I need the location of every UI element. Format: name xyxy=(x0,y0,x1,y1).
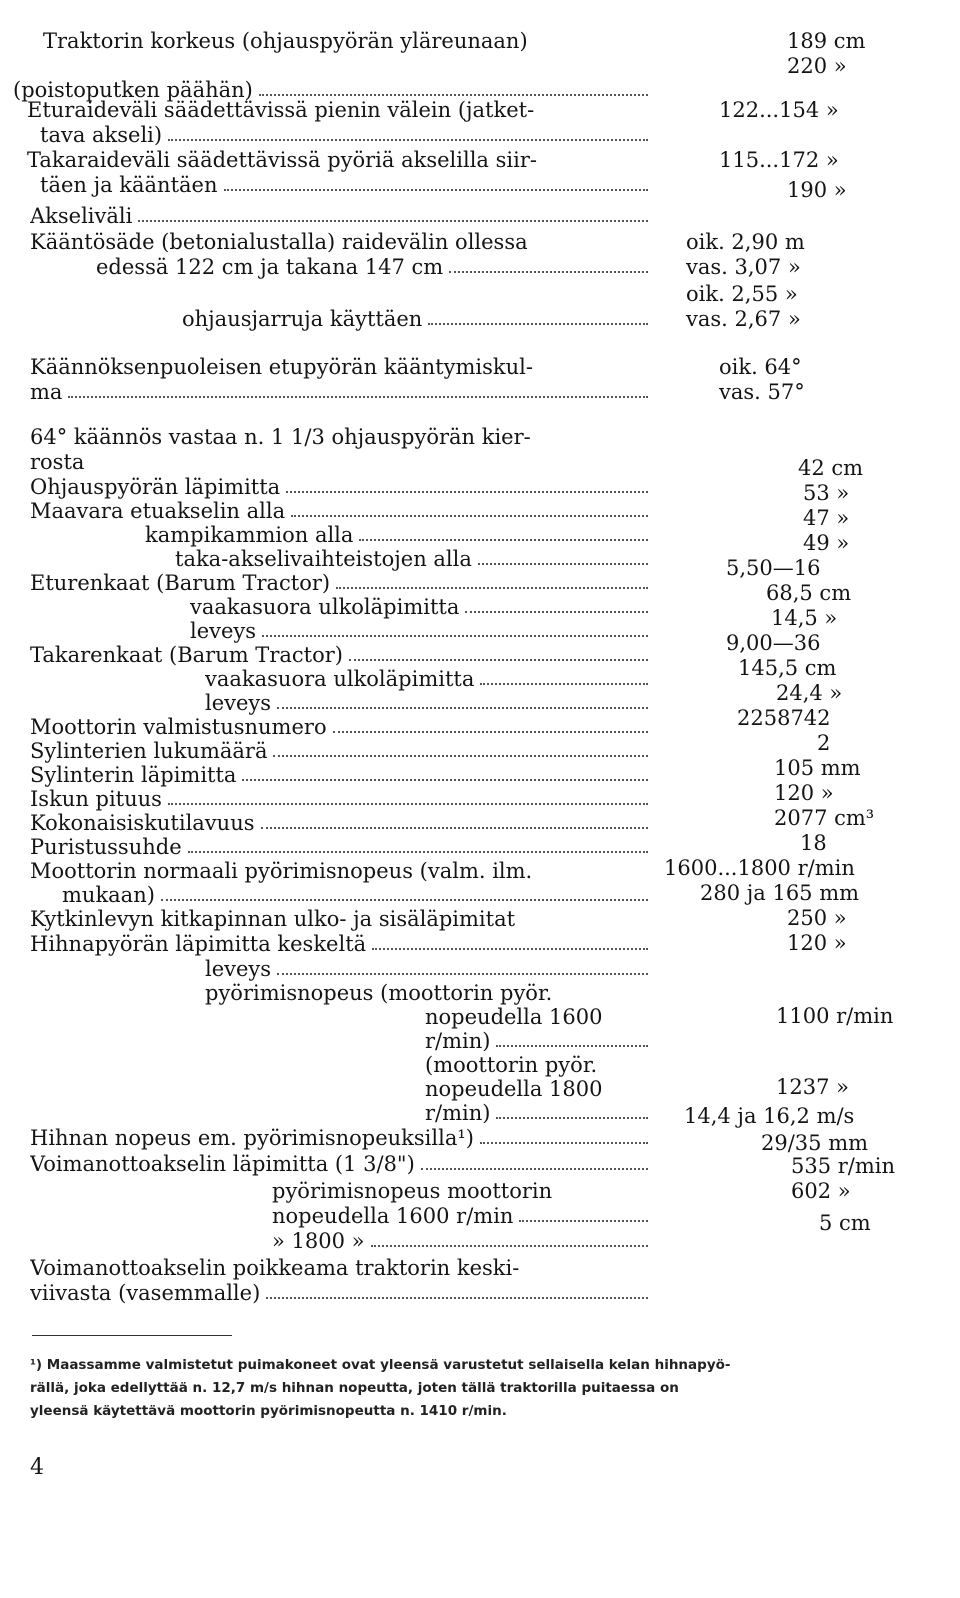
spec-value: 120 » xyxy=(787,931,847,955)
spec-value: 220 » xyxy=(787,54,847,78)
dot-leader xyxy=(168,122,648,141)
dot-leader xyxy=(480,666,648,685)
spec-label-row xyxy=(30,810,650,836)
spec-label-text: Akseliväli xyxy=(30,204,133,228)
dot-leader xyxy=(371,1228,649,1247)
spec-value: oik. 2,55 » xyxy=(686,282,798,306)
spec-label-row xyxy=(145,522,650,548)
spec-label-text: ma xyxy=(30,380,63,404)
spec-value: 2258742 xyxy=(737,706,831,730)
spec-value: 14,4 ja 16,2 m/s xyxy=(684,1104,855,1128)
spec-value: 14,5 » xyxy=(771,606,838,630)
spec-label-row xyxy=(30,1151,650,1177)
dot-leader xyxy=(277,956,648,975)
spec-label-text: Kytkinlevyn kitkapinnan ulko- ja sisäläpimitat xyxy=(30,907,516,931)
spec-label-row xyxy=(272,1203,650,1229)
spec-value: 105 mm xyxy=(774,756,861,780)
spec-value: 68,5 cm xyxy=(766,581,852,605)
spec-label-text: nopeudella 1600 r/min xyxy=(272,1204,514,1228)
spec-value: 189 cm xyxy=(787,29,866,53)
spec-label-text: leveys xyxy=(190,619,257,643)
spec-label-row xyxy=(272,1178,552,1204)
dot-leader xyxy=(333,714,648,733)
spec-label-row xyxy=(425,1004,603,1030)
spec-value: 2 xyxy=(817,731,831,755)
spec-label-row xyxy=(205,956,650,982)
spec-label-row xyxy=(425,1076,603,1102)
spec-value: 122...154 » xyxy=(719,98,839,122)
dot-leader xyxy=(359,522,648,541)
spec-label-text: Kokonaisiskutilavuus xyxy=(30,811,255,835)
dot-leader xyxy=(480,1125,648,1144)
spec-label-row xyxy=(30,203,650,229)
spec-label-row xyxy=(205,666,650,692)
dot-leader xyxy=(496,1100,648,1119)
spec-label-text: Käännöksenpuoleisen etupyörän kääntymiskul- xyxy=(30,355,533,379)
spec-label-row xyxy=(190,618,650,644)
dot-leader xyxy=(138,203,648,222)
spec-label-text: r/min) xyxy=(425,1029,491,1053)
spec-label-row xyxy=(30,931,650,957)
dot-leader xyxy=(68,379,648,398)
dot-leader xyxy=(273,738,648,757)
spec-value: 47 » xyxy=(803,506,850,530)
spec-label-row xyxy=(30,738,650,764)
spec-label-row xyxy=(205,690,650,716)
spec-label-text: täen ja kääntäen xyxy=(40,173,218,197)
spec-label-text: rosta xyxy=(30,450,85,474)
spec-label-text: taka-akselivaihteistojen alla xyxy=(175,547,472,571)
spec-value: oik. 2,90 m xyxy=(686,230,805,254)
spec-label-row xyxy=(190,594,650,620)
spec-label-row xyxy=(205,980,552,1006)
spec-value: 42 cm xyxy=(798,456,864,480)
spec-value: 115...172 » xyxy=(719,148,839,172)
spec-value: 602 » xyxy=(791,1179,851,1203)
dot-leader xyxy=(161,882,648,901)
spec-value: 5,50—16 xyxy=(726,556,821,580)
spec-label-text: Eturenkaat (Barum Tractor) xyxy=(30,571,331,595)
dot-leader xyxy=(277,690,648,709)
spec-label-text: Kääntösäde (betonialustalla) raidevälin ollessa xyxy=(30,230,528,254)
spec-label-text: (poistoputken päähän) xyxy=(13,78,253,102)
spec-label-row xyxy=(425,1100,650,1126)
dot-leader xyxy=(336,570,648,589)
dot-leader xyxy=(372,931,648,950)
spec-label-text: nopeudella 1800 xyxy=(425,1077,603,1101)
spec-value: 535 r/min xyxy=(791,1154,896,1178)
dot-leader xyxy=(478,546,648,565)
spec-label-row xyxy=(30,834,650,860)
dot-leader xyxy=(421,1151,648,1170)
spec-label-text: Voimanottoakselin läpimitta (1 3/8") xyxy=(30,1152,415,1176)
spec-label-text: vaakasuora ulkoläpimitta xyxy=(190,595,460,619)
spec-label-row xyxy=(182,306,650,332)
spec-label-text: Traktorin korkeus (ohjauspyörän yläreunaan) xyxy=(43,29,528,53)
spec-label-row xyxy=(30,570,650,596)
spec-label-row xyxy=(40,122,650,148)
spec-label-row xyxy=(30,449,84,475)
spec-label-text: leveys xyxy=(205,957,272,981)
spec-value: 120 » xyxy=(774,781,834,805)
dot-leader xyxy=(291,498,648,517)
spec-label-row xyxy=(96,254,650,280)
spec-value: 280 ja 165 mm xyxy=(700,881,860,905)
dot-leader xyxy=(519,1203,648,1222)
spec-label-text: Hihnapyörän läpimitta keskeltä xyxy=(30,932,367,956)
dot-leader xyxy=(224,172,649,191)
spec-label-text: Moottorin valmistusnumero xyxy=(30,715,327,739)
dot-leader xyxy=(465,594,648,613)
spec-label-row xyxy=(272,1228,650,1254)
spec-label-row xyxy=(30,229,528,255)
spec-label-text: Takarenkaat (Barum Tractor) xyxy=(30,643,343,667)
spec-label-row xyxy=(30,424,531,450)
spec-label-text: r/min) xyxy=(425,1101,491,1125)
spec-label-text: Takaraideväli säädettävissä pyöriä akselilla siir- xyxy=(27,148,537,172)
spec-value: 2077 cm³ xyxy=(774,806,875,830)
spec-value: 29/35 mm xyxy=(761,1131,869,1155)
spec-label-row xyxy=(425,1028,650,1054)
spec-label-text: Moottorin normaali pyörimisnopeus (valm. ilm. xyxy=(30,859,533,883)
spec-label-text: Voimanottoakselin poikkeama traktorin keski- xyxy=(30,1256,520,1280)
spec-value: vas. 3,07 » xyxy=(686,255,801,279)
spec-label-text: vaakasuora ulkoläpimitta xyxy=(205,667,475,691)
spec-label-row xyxy=(30,1255,519,1281)
footnote-line: ¹) Maassamme valmistetut puimakoneet ovat yleensä varustetut sellaisella kelan hihnapyö- xyxy=(30,1357,731,1373)
spec-value: oik. 64° xyxy=(719,355,802,379)
spec-value: vas. 2,67 » xyxy=(686,307,801,331)
spec-label-text: leveys xyxy=(205,691,272,715)
spec-value: 18 xyxy=(800,831,827,855)
dot-leader xyxy=(496,1028,648,1047)
spec-label-row xyxy=(62,882,650,908)
spec-value: 1100 r/min xyxy=(776,1004,894,1028)
spec-label-row xyxy=(27,147,537,173)
spec-value: 53 » xyxy=(803,481,850,505)
spec-value: 49 » xyxy=(803,531,850,555)
spec-label-row xyxy=(40,172,650,198)
spec-label-text: Puristussuhde xyxy=(30,835,182,859)
spec-label-text: viivasta (vasemmalle) xyxy=(30,1281,261,1305)
spec-label-row xyxy=(30,498,650,524)
spec-label-row xyxy=(30,858,532,884)
spec-label-text: pyörimisnopeus moottorin xyxy=(272,1179,553,1203)
spec-label-row xyxy=(30,642,650,668)
dot-leader xyxy=(168,786,648,805)
spec-label-text: Maavara etuakselin alla xyxy=(30,499,286,523)
spec-value: vas. 57° xyxy=(719,380,805,404)
spec-label-text: kampikammion alla xyxy=(145,523,354,547)
dot-leader xyxy=(262,618,648,637)
spec-label-row xyxy=(30,1125,650,1151)
spec-value: 5 cm xyxy=(819,1211,871,1235)
spec-label-text: Hihnan nopeus em. pyörimisnopeuksilla¹) xyxy=(30,1126,474,1150)
footnote-line: rällä, joka edellyttää n. 12,7 m/s hihnan nopeutta, joten tällä traktorilla puitaessa on xyxy=(30,1380,679,1396)
spec-label-text: Iskun pituus xyxy=(30,787,162,811)
footnote-rule xyxy=(32,1335,232,1336)
spec-label-row xyxy=(30,379,650,405)
spec-label-text: Eturaideväli säädettävissä pienin välein (jatket- xyxy=(27,98,535,122)
dot-leader xyxy=(242,762,648,781)
spec-label-row xyxy=(30,474,650,500)
spec-value: 1600...1800 r/min xyxy=(664,856,855,880)
spec-label-row xyxy=(175,546,650,572)
spec-label-text: nopeudella 1600 xyxy=(425,1005,603,1029)
spec-value: 24,4 » xyxy=(776,681,843,705)
spec-label-text: (moottorin pyör. xyxy=(425,1053,598,1077)
spec-label-text: tava akseli) xyxy=(40,123,163,147)
spec-label-row xyxy=(43,28,528,54)
dot-leader xyxy=(286,474,648,493)
spec-value: 9,00—36 xyxy=(726,631,821,655)
dot-leader xyxy=(428,306,648,325)
spec-label-row xyxy=(30,786,650,812)
spec-value: 190 » xyxy=(787,178,847,202)
spec-label-text: » 1800 » xyxy=(272,1229,365,1253)
dot-leader xyxy=(259,77,648,96)
dot-leader xyxy=(266,1280,648,1299)
spec-label-row xyxy=(30,1280,650,1306)
page-number: 4 xyxy=(30,1455,44,1480)
spec-label-text: Sylinterien lukumäärä xyxy=(30,739,268,763)
dot-leader xyxy=(449,254,648,273)
footnote-line: yleensä käytettävä moottorin pyörimisnopeutta n. 1410 r/min. xyxy=(30,1403,507,1419)
spec-value: 250 » xyxy=(787,906,847,930)
spec-label-row xyxy=(30,762,650,788)
spec-label-text: mukaan) xyxy=(62,883,155,907)
spec-label-row xyxy=(30,906,515,932)
spec-label-text: Ohjauspyörän läpimitta xyxy=(30,475,281,499)
spec-value: 145,5 cm xyxy=(738,656,837,680)
dot-leader xyxy=(261,810,649,829)
spec-label-text: 64° käännös vastaa n. 1 1/3 ohjauspyörän kier- xyxy=(30,425,531,449)
spec-label-row xyxy=(425,1052,597,1078)
spec-label-row xyxy=(27,97,534,123)
spec-label-text: edessä 122 cm ja takana 147 cm xyxy=(96,255,444,279)
spec-label-text: Sylinterin läpimitta xyxy=(30,763,237,787)
dot-leader xyxy=(188,834,648,853)
dot-leader xyxy=(349,642,648,661)
spec-label-row xyxy=(30,354,533,380)
spec-label-text: pyörimisnopeus (moottorin pyör. xyxy=(205,981,553,1005)
spec-label-row xyxy=(30,714,650,740)
spec-value: 1237 » xyxy=(776,1075,849,1099)
spec-label-text: ohjausjarruja käyttäen xyxy=(182,307,423,331)
